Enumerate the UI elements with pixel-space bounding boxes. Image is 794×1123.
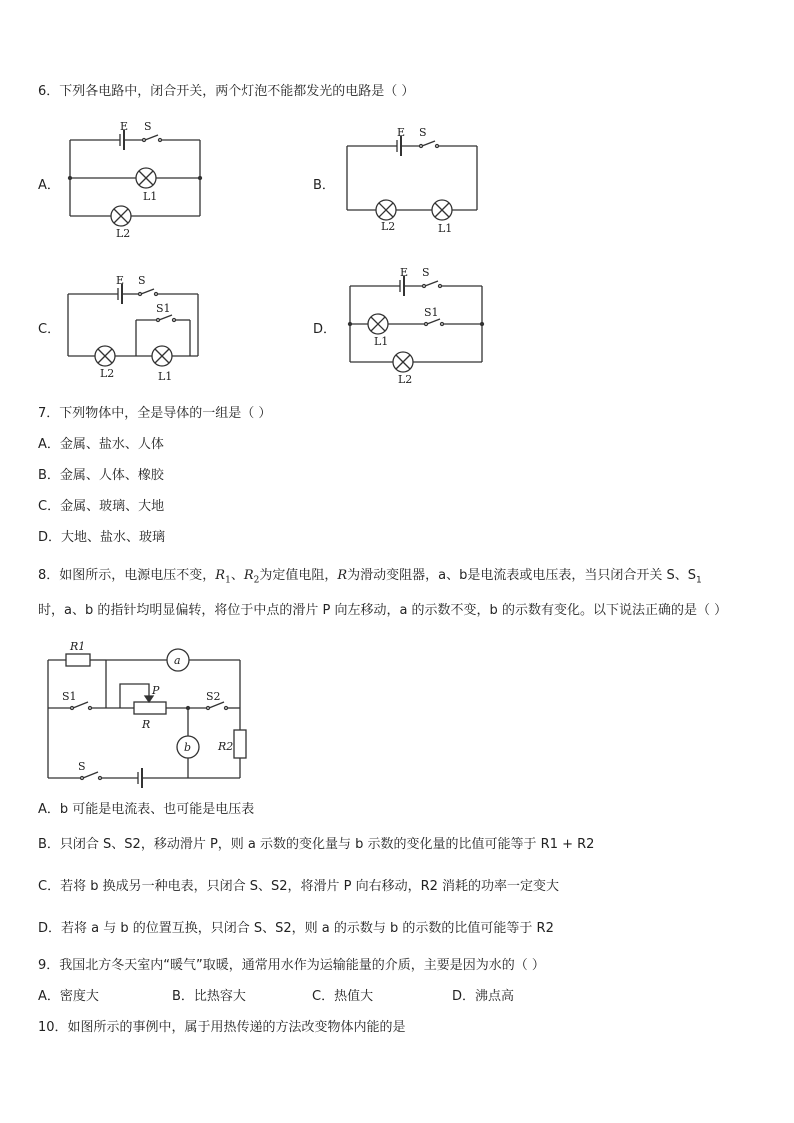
circuit-c-label-l2: L2 bbox=[100, 367, 115, 380]
q8-circuit-diagram bbox=[38, 640, 253, 785]
q7-option-b: B．金属、人体、橡胶 bbox=[38, 468, 164, 483]
q8-s1-subscript: 1 bbox=[696, 575, 702, 586]
circuit-b-diagram bbox=[337, 124, 487, 236]
circuit-d-label-s: S bbox=[422, 266, 430, 279]
q9-option-b: B．比热容大 bbox=[172, 989, 246, 1004]
q7-option-c: C．金属、玻璃、大地 bbox=[38, 499, 165, 514]
q6-option-d-label: D． bbox=[313, 322, 337, 337]
circuit-b-label-s: S bbox=[419, 126, 427, 139]
q8-label-r1: R1 bbox=[70, 640, 86, 653]
q8-label-r: R bbox=[142, 718, 151, 731]
q8-label-a: a bbox=[174, 654, 181, 667]
circuit-c-label-e: E bbox=[116, 274, 125, 287]
q8-option-d: D．若将 a 与 b 的位置互换，只闭合 S、S2，则 a 的示数与 b 的示数的比值可能等于 R2 bbox=[38, 921, 554, 936]
q8-stem-text-1: 8．如图所示，电源电压不变， bbox=[38, 568, 216, 583]
q8-stem-text-2: 为定值电阻， bbox=[259, 568, 338, 583]
circuit-b-label-l2: L2 bbox=[381, 220, 396, 233]
circuit-b-label-e: E bbox=[397, 126, 406, 139]
q6-option-a-label: A． bbox=[38, 178, 60, 193]
q9-stem: 9．我国北方冬天室内“暖气”取暖，通常用水作为运输能量的介质，主要是因为水的（ ） bbox=[38, 958, 545, 973]
circuit-c-label-s: S bbox=[138, 274, 146, 287]
circuit-d-label-e: E bbox=[400, 266, 409, 279]
circuit-d-label-l2: L2 bbox=[398, 373, 413, 386]
q7-option-d: D．大地、盐水、玻璃 bbox=[38, 530, 166, 545]
circuit-a-label-e: E bbox=[120, 120, 129, 133]
circuit-c-label-s1: S1 bbox=[156, 302, 171, 315]
q8-stem-line-1 bbox=[38, 567, 702, 590]
q8-stem-text-3: 为滑动变阻器，a、b是电流表或电压表，当只闭合开关 S、S bbox=[347, 568, 697, 583]
q8-label-s1: S1 bbox=[62, 690, 77, 703]
r-symbol: R bbox=[337, 568, 348, 583]
circuit-a-label-s: S bbox=[144, 120, 152, 133]
q6-option-b-label: B． bbox=[313, 178, 335, 193]
q8-option-c: C．若将 b 换成另一种电表，只闭合 S、S2，将滑片 P 向右移动，R2 消耗的功率一定变大 bbox=[38, 879, 560, 894]
q9-option-c: C．热值大 bbox=[312, 989, 374, 1004]
q8-option-a: A．b 可能是电流表、也可能是电压表 bbox=[38, 802, 255, 817]
circuit-d-label-s1: S1 bbox=[424, 306, 439, 319]
q8-label-s2: S2 bbox=[206, 690, 221, 703]
r2-symbol: $R_2$ bbox=[243, 568, 260, 586]
q8-stem-line-2: 时，a、b 的指针均明显偏转，将位于中点的滑片 P 向左移动，a 的示数不变，b 的示数有变化。以下说法正确的是（ ） bbox=[38, 603, 728, 618]
circuit-c-label-l1: L1 bbox=[158, 370, 173, 383]
q8-label-r2: R2 bbox=[218, 740, 234, 753]
circuit-a-label-l2: L2 bbox=[116, 227, 131, 240]
q8-option-b: B．只闭合 S、S2，移动滑片 P，则 a 示数的变化量与 b 示数的变化量的比值可能等于 R1 + R2 bbox=[38, 837, 595, 852]
circuit-d-label-l1: L1 bbox=[374, 335, 389, 348]
q7-stem: 7．下列物体中，全是导体的一组是（ ） bbox=[38, 406, 272, 421]
circuit-b-label-l1: L1 bbox=[438, 222, 453, 235]
q10-stem: 10．如图所示的事例中，属于用热传递的方法改变物体内能的是 bbox=[38, 1020, 406, 1035]
circuit-c-diagram bbox=[58, 268, 208, 386]
q8-separator: 、 bbox=[230, 568, 244, 583]
circuit-d-diagram bbox=[340, 264, 490, 386]
circuit-a-label-l1: L1 bbox=[143, 190, 158, 203]
q9-options-row bbox=[38, 988, 514, 1006]
q6-option-c-label: C． bbox=[38, 322, 61, 337]
q8-label-b: b bbox=[184, 741, 192, 754]
q9-option-d: D．沸点高 bbox=[452, 989, 515, 1004]
q7-option-a: A．金属、盐水、人体 bbox=[38, 437, 164, 452]
circuit-a-diagram bbox=[60, 118, 210, 240]
q8-label-s: S bbox=[78, 760, 86, 773]
q8-label-p: P bbox=[152, 684, 160, 697]
r1-symbol: $R_1$ bbox=[215, 568, 231, 586]
q9-option-a: A．密度大 bbox=[38, 989, 99, 1004]
q6-stem: 6．下列各电路中，闭合开关，两个灯泡不能都发光的电路是（ ） bbox=[38, 84, 415, 99]
